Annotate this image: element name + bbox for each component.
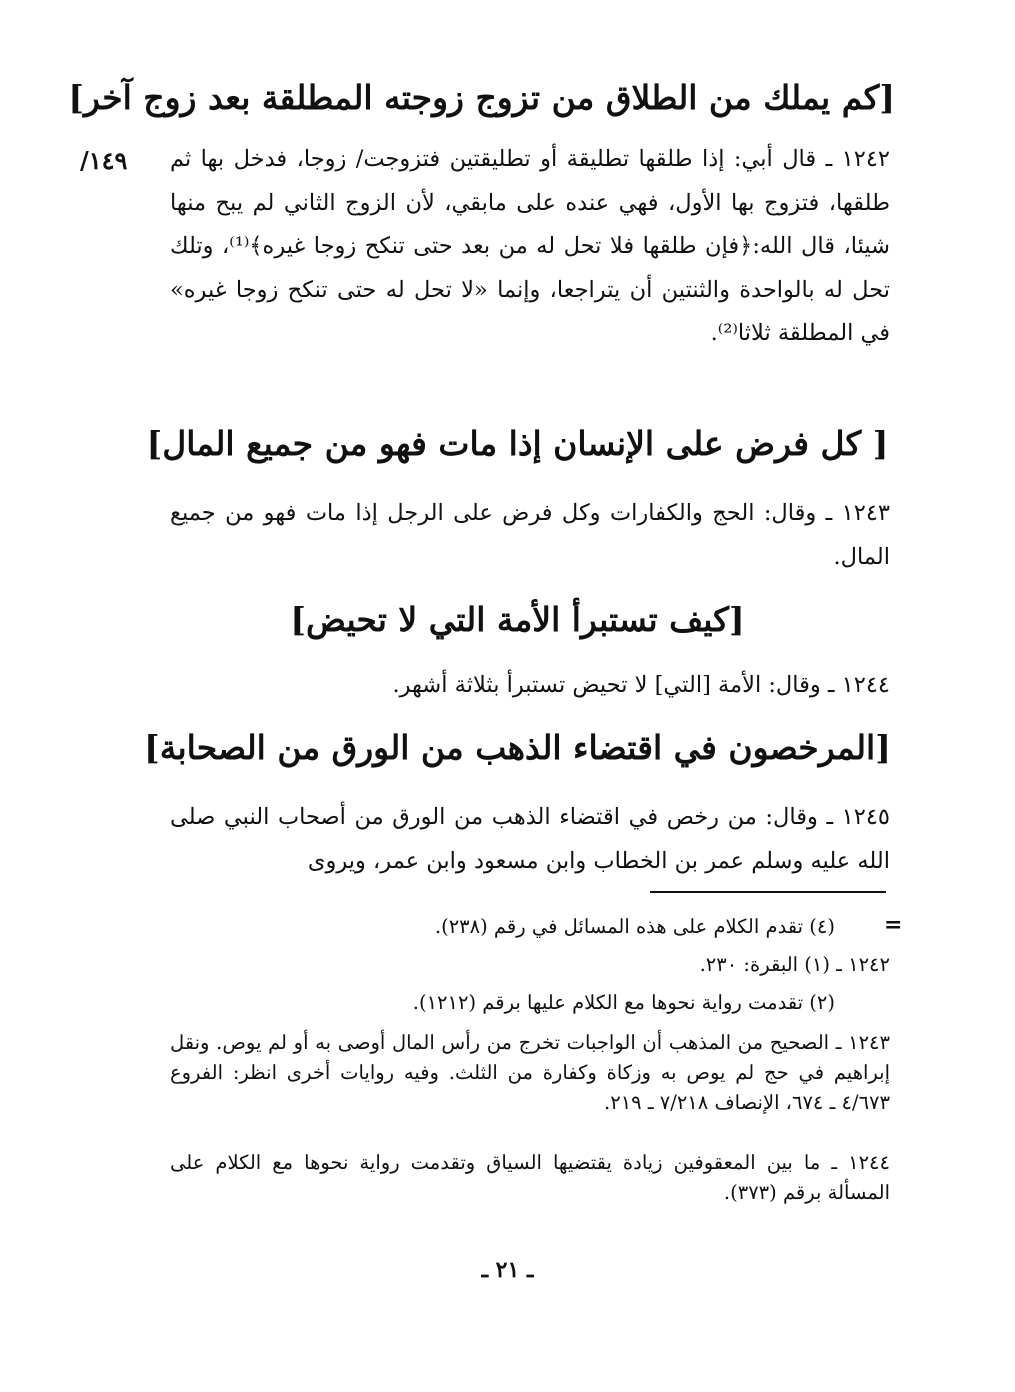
section-heading-1: [كم يملك من الطلاق من تزوج زوجته المطلقة بعد زوج آخر] bbox=[68, 78, 895, 117]
footnote-continuation-mark: = bbox=[884, 912, 903, 938]
footnote-separator bbox=[650, 891, 886, 893]
paragraph-1243: ١٢٤٣ ـ وقال: الحج والكفارات وكل فرض على الرجل إذا مات فهو من جميع المال. bbox=[170, 500, 890, 570]
paragraph-1245: ١٢٤٥ ـ وقال: من رخص في اقتضاء الذهب من الورق من أصحاب النبي صلى الله عليه وسلم عمر بن الخطاب وابن مسعود وابن عمر، ويروى bbox=[170, 804, 890, 874]
page-number: ـ ٢١ ـ bbox=[481, 1257, 534, 1283]
margin-page-reference: ١٤٩/ bbox=[80, 146, 128, 175]
footnote-line: ١٢٤٢ ـ (١) البقرة: ٢٣٠. bbox=[699, 953, 890, 976]
section-heading-2: [ كل فرض على الإنسان إذا مات فهو من جميع المال] bbox=[146, 424, 889, 463]
section-heading-4: [المرخصون في اقتضاء الذهب من الورق من الصحابة] bbox=[144, 728, 891, 767]
paragraph-1242: ١٢٤٢ ـ قال أبي: إذا طلقها تطليقة أو تطليقتين فتزوجت/ زوجا، فدخل بها ثم طلقها، فتزوج بها الأول، فهي عنده على مابقي، لأن الزوج الثاني لم يبح منها شيئا، قال الله:﴿فإن طلقها فلا تحل له من بعد حتى تنكح زوجا غيره﴾⁽¹⁾، وتلك تحل له بالواحدة والثنتين أن يتراجعا، وإنما «لا تحل له حتى تنكح زوجا غيره» في المطلقة ثلاثا⁽²⁾. bbox=[170, 146, 891, 346]
footnote-line: ١٢٤٤ ـ ما بين المعقوفين زيادة يقتضيها السياق وتقدمت رواية نحوها مع الكلام على المسألة برقم (٣٧٣). bbox=[170, 1151, 890, 1204]
section-heading-3: [كيف تستبرأ الأمة التي لا تحيض] bbox=[290, 600, 745, 639]
paragraph-1244: ١٢٤٤ ـ وقال: الأمة [التي] لا تحيض تستبرأ بثلاثة أشهر. bbox=[392, 672, 890, 698]
footnote-line: (٤) تقدم الكلام على هذه المسائل في رقم (٢٣٨). bbox=[434, 915, 835, 938]
footnote-line: (٢) تقدمت رواية نحوها مع الكلام عليها برقم (١٢١٢). bbox=[412, 991, 835, 1014]
footnote-line: ١٢٤٣ ـ الصحيح من المذهب أن الواجبات تخرج من رأس المال أوصى به أو لم يوص. ونقل إبراهيم في حج لم يوص به وزكاة وكفارة من الثلث. وفيه روايات أخرى انظر: الفروع ٤/٦٧٣ ـ ٦٧٤، الإنصاف ٧/٢١٨ ـ ٢١٩. bbox=[170, 1031, 890, 1114]
